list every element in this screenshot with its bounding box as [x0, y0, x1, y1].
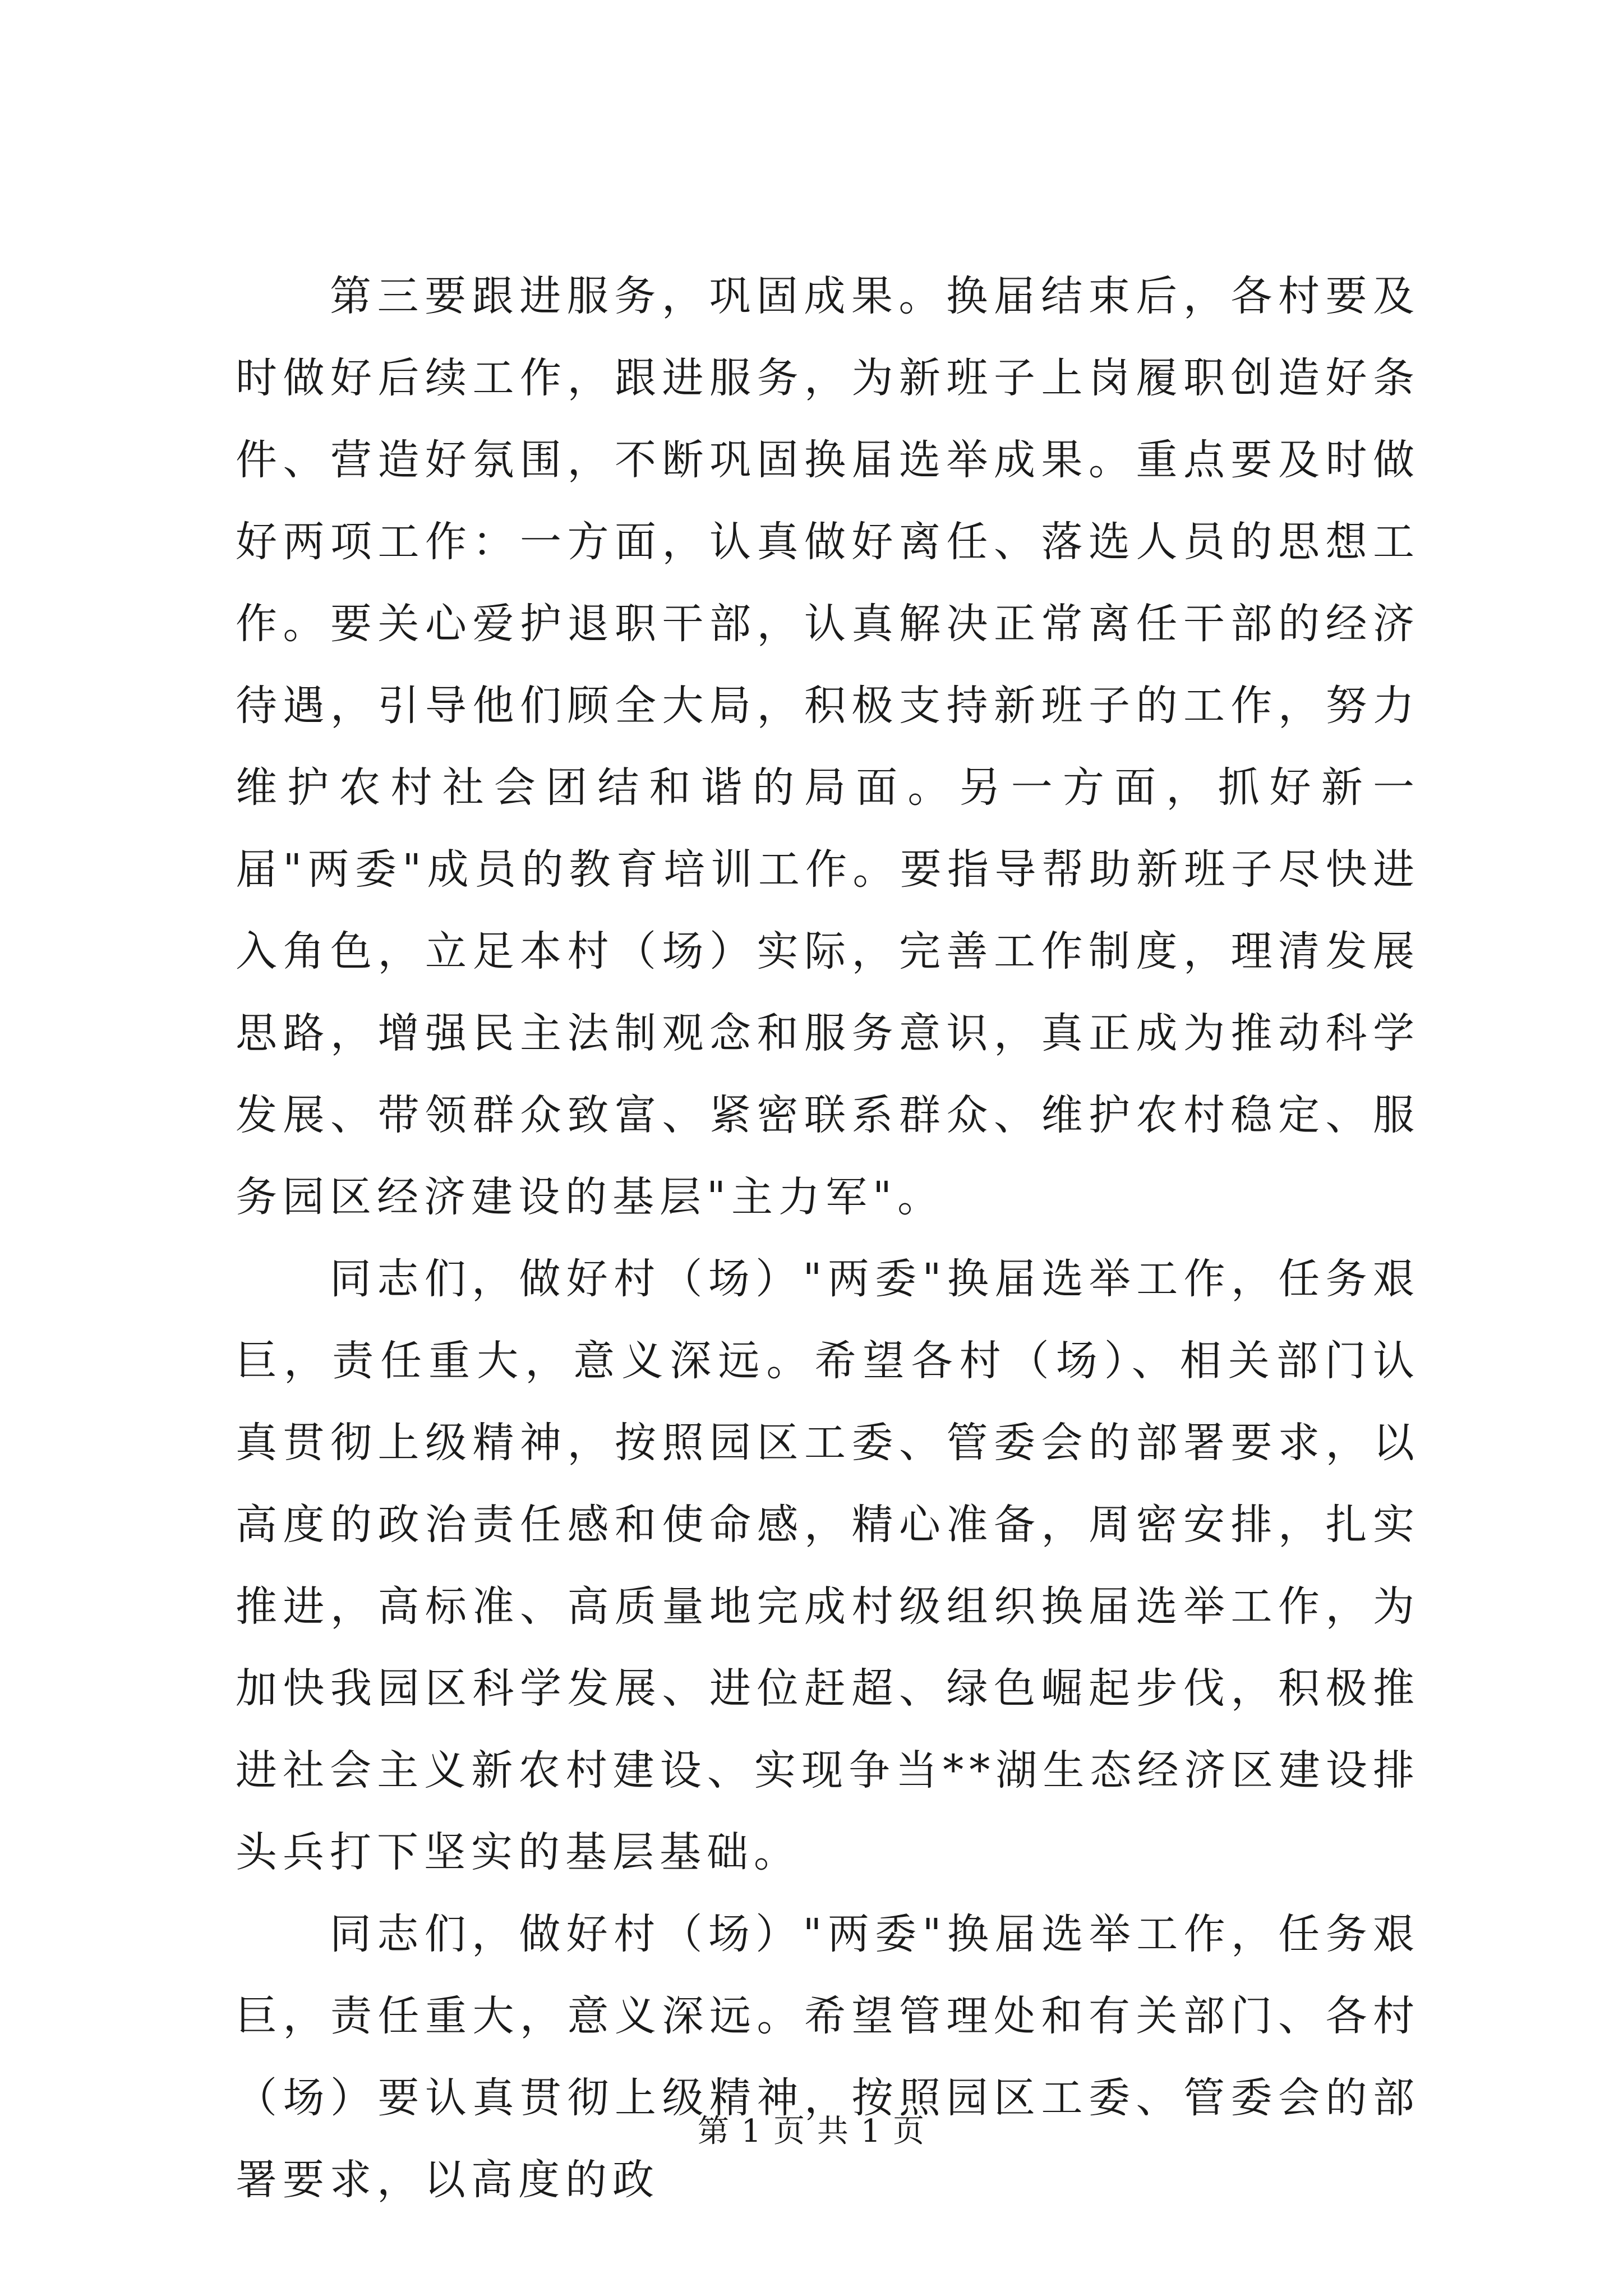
paragraph-2: 同志们，做好村（场）"两委"换届选举工作，任务艰巨，责任重大，意义深远。希望各村（场）、相关部门认真贯彻上级精神，按照园区工委、管委会的部署要求，以高度的政治责任感和使命感，精心准备，周密安排，扎实推进，高标准、高质量地完成村级组织换届选举工作，为加快我园区科学发展、进位赶超、绿色崛起步伐，积极推进社会主义新农村建设、实现争当**湖生态经济区建设排头兵打下坚实的基层基础。	[236, 1255, 1420, 1876]
paragraph-3: 同志们，做好村（场）"两委"换届选举工作，任务艰巨，责任重大，意义深远。希望管理处和有关部门、各村（场）要认真贯彻上级精神，按照园区工委、管委会的部署要求，以高度的政	[236, 1910, 1420, 2204]
paragraph-1: 第三要跟进服务，巩固成果。换届结束后，各村要及时做好后续工作，跟进服务，为新班子上岗履职创造好条件、营造好氛围，不断巩固换届选举成果。重点要及时做好两项工作：一方面，认真做好离任、落选人员的思想工作。要关心爱护退职干部，认真解决正常离任干部的经济待遇，引导他们顾全大局，积极支持新班子的工作，努力维护农村社会团结和谐的局面。另一方面，抓好新一届"两委"成员的教育培训工作。要指导帮助新班子尽快进入角色，立足本村（场）实际，完善工作制度，理清发展思路，增强民主法制观念和服务意识，真正成为推动科学发展、带领群众致富、紧密联系群众、维护农村稳定、服务园区经济建设的基层"主力军"。	[236, 272, 1420, 1221]
document-body	[236, 255, 1420, 2221]
page-footer: 第 1 页 共 1 页	[697, 2113, 926, 2150]
